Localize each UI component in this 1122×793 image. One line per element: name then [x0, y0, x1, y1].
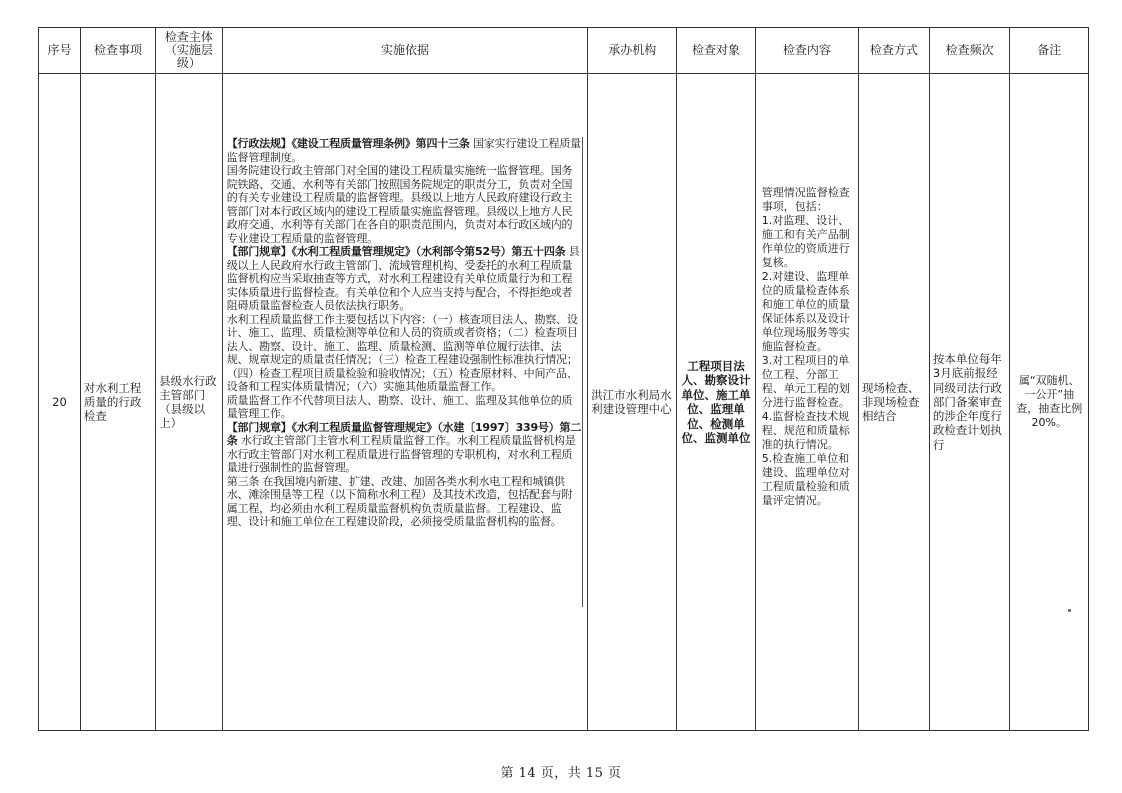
basis-paragraph: [227, 394, 582, 421]
content-line: 3.对工程项目的单位工程、分部工程、单元工程的划分进行监督检查。: [761, 354, 850, 409]
cell-method: 现场检查、非现场检查相结合: [858, 74, 929, 731]
header-note: 备注: [1010, 28, 1089, 74]
cell-note: 属“双随机、一公开”抽查，抽查比例20%。: [1010, 74, 1089, 731]
basis-body: 质量监督工作不代替项目法人、勘察、设计、施工、监理及其他单位的质量管理工作。: [226, 393, 573, 420]
cell-item: 对水利工程质量的行政检查: [80, 74, 155, 731]
header-content: 检查内容: [755, 28, 858, 74]
inspection-table: [38, 27, 1089, 731]
content-line: 2.对建设、监理单位的质量检查体系和施工单位的质量保证体系以及设计单位现场服务等实施监督检查。: [761, 270, 850, 353]
header-basis: 实施依据: [222, 28, 587, 74]
cell-target: 工程项目法人、勘察设计单位、施工单位、监理单位、检测单位、监测单位: [677, 74, 755, 731]
cell-no: 20: [39, 74, 81, 731]
header-row: [39, 28, 1089, 74]
basis-body: 国务院建设行政主管部门对全国的建设工程质量实施统一监督管理。国务院铁路、交通、水利等有关部门按照国务院规定的职责分工，负责对全国的有关专业建设工程质量的监督管理。县级以上地方人民政府建设行政主管部门对本行政区域内的建设工程质量实施监督管理。县级以上地方人民政府交通、水利等有关部门在各自的职责范围内，负责对本行政区域内的专业建设工程质量的监督管理。: [226, 164, 573, 245]
cell-content: [755, 74, 858, 731]
scan-speck: [1068, 609, 1071, 612]
header-org: 承办机构: [588, 28, 677, 74]
basis-body: 水行政主管部门主管水利工程质量监督工作。水利工程质量监督机构是水行政主管部门对水利工程质量进行监督管理的专职机构，对水利工程质量进行强制性的监督管理。: [226, 434, 576, 474]
basis-body: 水利工程质量监督工作主要包括以下内容：（一）核查项目法人、勘察、设计、施工、监理、质量检测等单位和人员的资质或者资格；（二）检查项目法人、勘察、设计、施工、监理、质量检测、监测等单位履行法律、法规、规章规定的质量责任情况；（三）检查工程建设强制性标准执行情况；（四）检查工程项目质量检验和验收情况；（五）检查原材料、中间产品、设备和工程实体质量情况；（六）实施其他质量监督工作。: [226, 312, 578, 393]
cell-org: 洪江市水利局水利建设管理中心: [588, 74, 677, 731]
basis-body: 国家实行建设工程质量监督管理制度。: [226, 137, 581, 164]
basis-paragraph: [227, 137, 582, 164]
content-line: 5.检查施工单位和建设、监理单位对工程质量检验和质量评定情况。: [761, 452, 850, 507]
basis-paragraph: [227, 421, 582, 475]
basis-paragraph: [227, 245, 582, 313]
content-line: 1.对监理、设计、施工和有关产品制作单位的资质进行复核。: [761, 214, 850, 269]
content-line: 管理情况监督检查事项，包括：: [761, 186, 850, 213]
cell-subject: 县级水行政主管部门（县级以上）: [156, 74, 223, 731]
cell-basis: [222, 74, 587, 731]
header-item: 检查事项: [80, 28, 155, 74]
basis-text: [227, 137, 583, 607]
basis-body: 县级以上人民政府水行政主管部门、流域管理机构、受委托的水利工程质量监督机构应当采取抽查等方式，对水利工程建设有关单位质量行为和工程实体质量进行监督检查。有关单位和个人应当支持与配合，不得拒绝或者阻碍质量监督检查人员依法执行职务。: [226, 245, 580, 312]
basis-heading: 【部门规章】《水利工程质量监督管理规定》（水建〔1997〕339号）第二条: [226, 420, 582, 447]
basis-body: 第三条 在我国境内新建、扩建、改建、加固各类水利水电工程和城镇供水、滩涂围垦等工程（以下简称水利工程）及其技术改造，包括配套与附属工程，均必须由水利工程质量监督机构负责质量监督。工程建设、监理、设计和施工单位在工程建设阶段，必须接受质量监督机构的监督。: [226, 474, 573, 528]
content-text: [762, 186, 854, 508]
basis-heading: 【部门规章】《水利工程质量管理规定》（水利部令第52号）第五十四条: [226, 245, 566, 258]
cell-frequency: 按本单位每年3月底前报经同级司法行政部门备案审查的涉企年度行政检查计划执行: [929, 74, 1010, 731]
header-target: 检查对象: [677, 28, 755, 74]
table-row: [39, 74, 1089, 731]
basis-paragraph: [227, 475, 582, 529]
header-no: 序号: [39, 28, 81, 74]
header-frequency: 检查频次: [929, 28, 1010, 74]
header-subject: 检查主体（实施层级）: [156, 28, 223, 74]
basis-heading: 【行政法规】《建设工程质量管理条例》第四十三条: [226, 137, 470, 150]
page-footer: 第 14 页，共 15 页: [500, 766, 622, 781]
basis-paragraph: [227, 313, 582, 394]
header-method: 检查方式: [858, 28, 929, 74]
content-line: 4.监督检查技术规程、规范和质量标准的执行情况。: [761, 410, 850, 451]
basis-paragraph: [227, 164, 582, 245]
